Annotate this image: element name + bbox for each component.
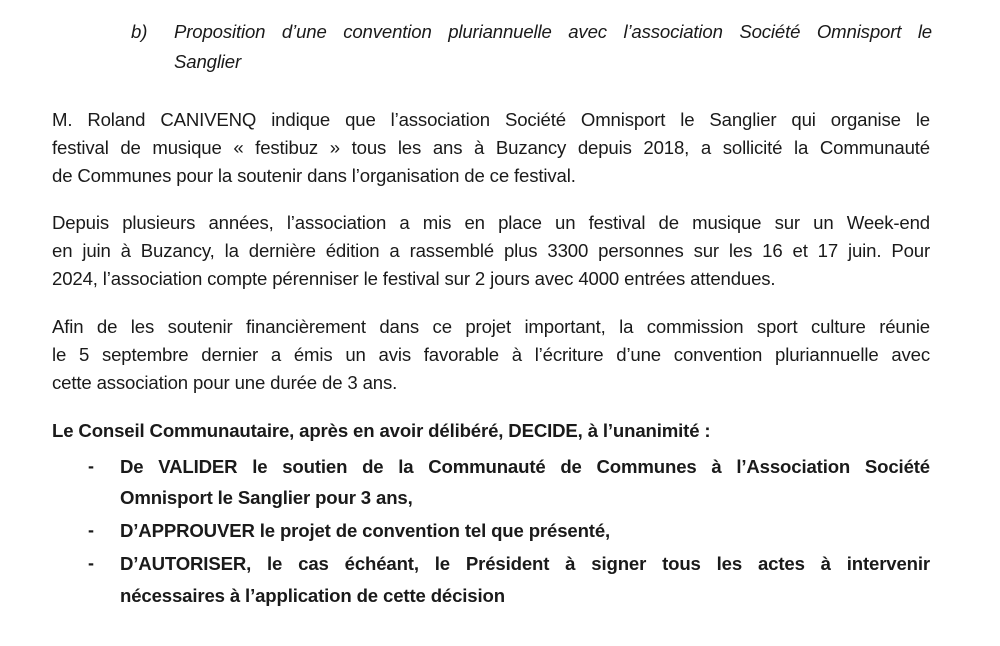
paragraph-line: Depuis plusieurs années, l’association a mis en place un festival de musique sur un Week-end — [52, 212, 930, 233]
decision-item-line: Omnisport le Sanglier pour 3 ans, — [120, 487, 413, 508]
decision-heading: Le Conseil Communautaire, après en avoir délibéré, DECIDE, à l’unanimité : — [52, 420, 711, 441]
bullet-dash: - — [88, 553, 94, 573]
paragraph-line: M. Roland CANIVENQ indique que l’association Société Omnisport le Sanglier qui organise le — [52, 109, 930, 130]
bullet-dash: - — [88, 520, 94, 540]
paragraph-line: de Communes pour la soutenir dans l’organisation de ce festival. — [52, 165, 576, 186]
decision-item-line: De VALIDER le soutien de la Communauté de Communes à l’Association Société — [120, 456, 930, 477]
section-title-line: Proposition d’une convention pluriannuelle avec l’association Société Omnisport le — [174, 21, 932, 42]
section-marker: b) — [131, 21, 148, 42]
decision-item-line: nécessaires à l’application de cette décision — [120, 585, 505, 606]
paragraph-line: Afin de les soutenir financièrement dans ce projet important, la commission sport culture réunie — [52, 316, 930, 337]
decision-item-line: D’APPROUVER le projet de convention tel que présenté, — [120, 520, 611, 541]
paragraph-line: 2024, l’association compte pérenniser le festival sur 2 jours avec 4000 entrées attendues. — [52, 268, 776, 289]
paragraph-line: en juin à Buzancy, la dernière édition a rassemblé plus 3300 personnes sur les 16 et 17 juin. Pour — [52, 240, 930, 261]
paragraph-line: cette association pour une durée de 3 ans. — [52, 372, 398, 393]
decision-item-line: D’AUTORISER, le cas échéant, le Président à signer tous les actes à intervenir — [120, 553, 930, 574]
bullet-dash: - — [88, 456, 94, 476]
paragraph-line: le 5 septembre dernier a émis un avis favorable à l’écriture d’une convention pluriannuelle avec — [52, 344, 930, 365]
paragraph-line: festival de musique « festibuz » tous les ans à Buzancy depuis 2018, a sollicité la Communauté — [52, 137, 930, 158]
section-title-line: Sanglier — [174, 51, 242, 72]
